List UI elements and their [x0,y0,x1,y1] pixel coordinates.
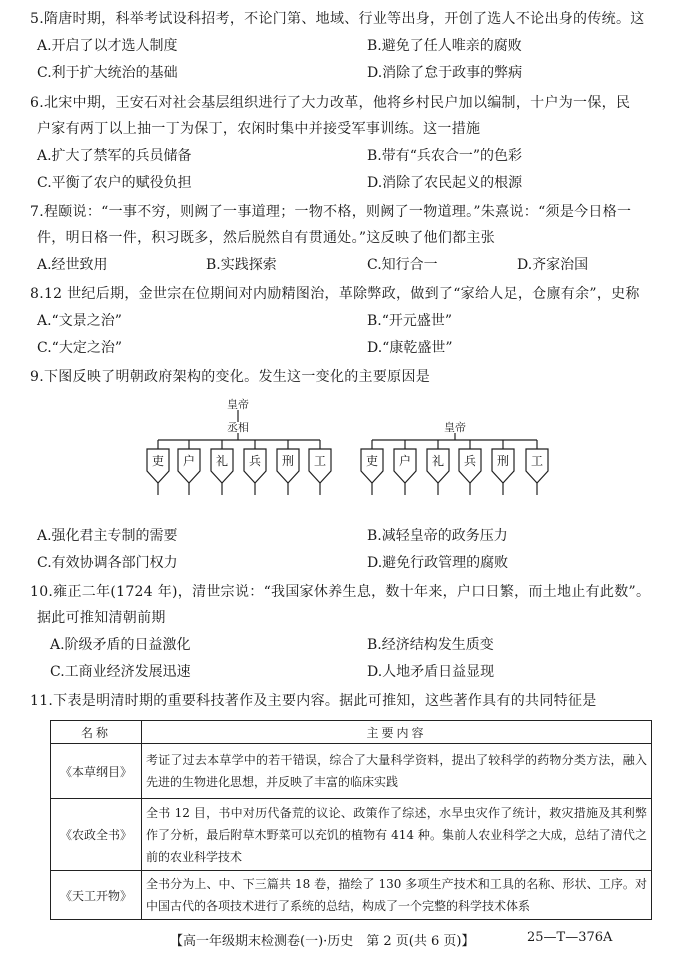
footer-code: 25—T—376A [527,930,613,945]
sci-tech-works-table [50,720,652,920]
right-ministry-5: 刑 [496,454,510,468]
diagram-right [372,433,537,449]
left-chancellor-label: 丞相 [227,421,249,434]
right-ministry-2: 户 [398,454,412,468]
table-cell-name: 《天工开物》 [51,871,142,920]
q5-stem: 5.隋唐时期，科举考试设科招考，不论门第、地域、行业等出身，开创了选人不论出身的传统。这 [30,11,645,27]
table-cell-content: 考证了过去本草学中的若干错误，综合了大量科学资料，提出了较科学的药物分类方法，融入先进的生物进化思想，并反映了丰富的临床实践 [142,744,652,799]
q9-stem: 9.下图反映了明朝政府架构的变化。发生这一变化的主要原因是 [30,369,431,385]
table-row [51,799,652,871]
q8-option-b: B.“开元盛世” [367,313,453,329]
q10-option-c: C.工商业经济发展迅速 [50,664,191,680]
q8-stem: 8.12 世纪后期，金世宗在位期间对内励精图治，革除弊政，做到了“家给人足，仓廪有余”，史称 [30,286,640,302]
table-cell-content: 全书分为上、中、下三篇共 18 卷，描绘了 130 多项生产技术和工具的名称、形状、工序。对中国古代的各项技术进行了系统的总结，构成了一个完整的科学技术体系 [142,871,652,920]
q6-option-a: A.扩大了禁军的兵员储备 [37,148,192,164]
q7-option-d: D.齐家治国 [517,257,589,273]
left-ministry-3: 礼 [215,454,229,468]
table-header-row [51,721,652,744]
q10-stem-line1: 10.雍正二年(1724 年)，清世宗说：“我国家休养生息，数十年来，户口日繁，而土地止有此数”。 [30,584,651,600]
table-row [51,871,652,920]
table-header-name: 名称 [51,721,142,744]
q9-option-d: D.避免行政管理的腐败 [367,555,509,571]
page-footer [170,930,613,949]
q8-option-d: D.“康乾盛世” [367,340,453,356]
table-header-content: 主要内容 [142,721,652,744]
q7-option-a: A.经世致用 [37,257,108,273]
right-emperor-label: 皇帝 [444,421,466,434]
q5-option-a: A.开启了以才选人制度 [37,38,178,54]
q6-option-c: C.平衡了农户的赋役负担 [37,175,192,191]
q10-stem-line2: 据此可推知清朝前期 [37,610,166,626]
q9-option-a: A.强化君主专制的需要 [37,528,178,544]
q8-option-c: C.“大定之治” [37,340,122,356]
left-ministry-6: 工 [313,454,327,468]
table-row [51,744,652,799]
q5-option-b: B.避免了任人唯亲的腐败 [367,38,522,54]
q11-stem: 11.下表是明清时期的重要科技著作及主要内容。据此可推知，这些著作具有的共同特征是 [30,693,597,709]
q6-option-d: D.消除了农民起义的根源 [367,175,523,191]
left-emperor-label: 皇帝 [227,398,249,411]
right-ministry-4: 兵 [463,454,477,468]
left-ministry-2: 户 [182,454,196,468]
q6-option-b: B.带有“兵农合一”的色彩 [367,148,523,164]
footer-title: 【高一年级期末检测卷(一)·历史 第 2 页(共 6 页)】 [170,934,475,949]
left-ministry-1: 吏 [151,454,165,468]
table-cell-name: 《农政全书》 [51,799,142,871]
table-cell-name: 《本草纲目》 [51,744,142,799]
q10-option-a: A.阶级矛盾的日益激化 [50,637,191,653]
right-ministry-6: 工 [530,454,544,468]
q7-stem-line2: 件，明日格一件，积习既多，然后脱然自有贯通处。”这反映了他们都主张 [37,230,496,246]
q5-option-c: C.利于扩大统治的基础 [37,65,178,81]
q5-option-d: D.消除了怠于政事的弊病 [367,65,523,81]
left-ministry-5: 刑 [281,454,295,468]
ming-government-diagram [0,395,677,515]
left-ministry-4: 兵 [248,454,262,468]
q10-option-b: B.经济结构发生质变 [367,637,494,653]
right-ministry-3: 礼 [431,454,445,468]
q8-option-a: A.“文景之治” [37,313,122,329]
right-ministry-1: 吏 [365,454,379,468]
q7-stem-line1: 7.程颐说：“一事不穷，则阙了一事道理；一物不格，则阙了一物道理。”朱熹说：“须是今日格一 [30,204,632,220]
q6-stem-line1: 6.北宋中期，王安石对社会基层组织进行了大力改革，他将乡村民户加以编制，十户为一保，民 [30,95,631,111]
q6-stem-line2: 户家有两丁以上抽一丁为保丁，农闲时集中并接受军事训练。这一措施 [37,121,481,137]
table-cell-content: 全书 12 目，书中对历代备荒的议论、政策作了综述，水旱虫灾作了统计，救灾措施及其利弊作了分析，最后附草木野菜可以充饥的植物有 414 种。集前人农业科学之大成，总结了清代之前的农业科学技术 [142,799,652,871]
q10-option-d: D.人地矛盾日益显现 [367,664,495,680]
q9-option-c: C.有效协调各部门权力 [37,555,178,571]
q7-option-c: C.知行合一 [367,257,438,273]
q7-option-b: B.实践探索 [206,257,277,273]
q9-option-b: B.减轻皇帝的政务压力 [367,528,508,544]
